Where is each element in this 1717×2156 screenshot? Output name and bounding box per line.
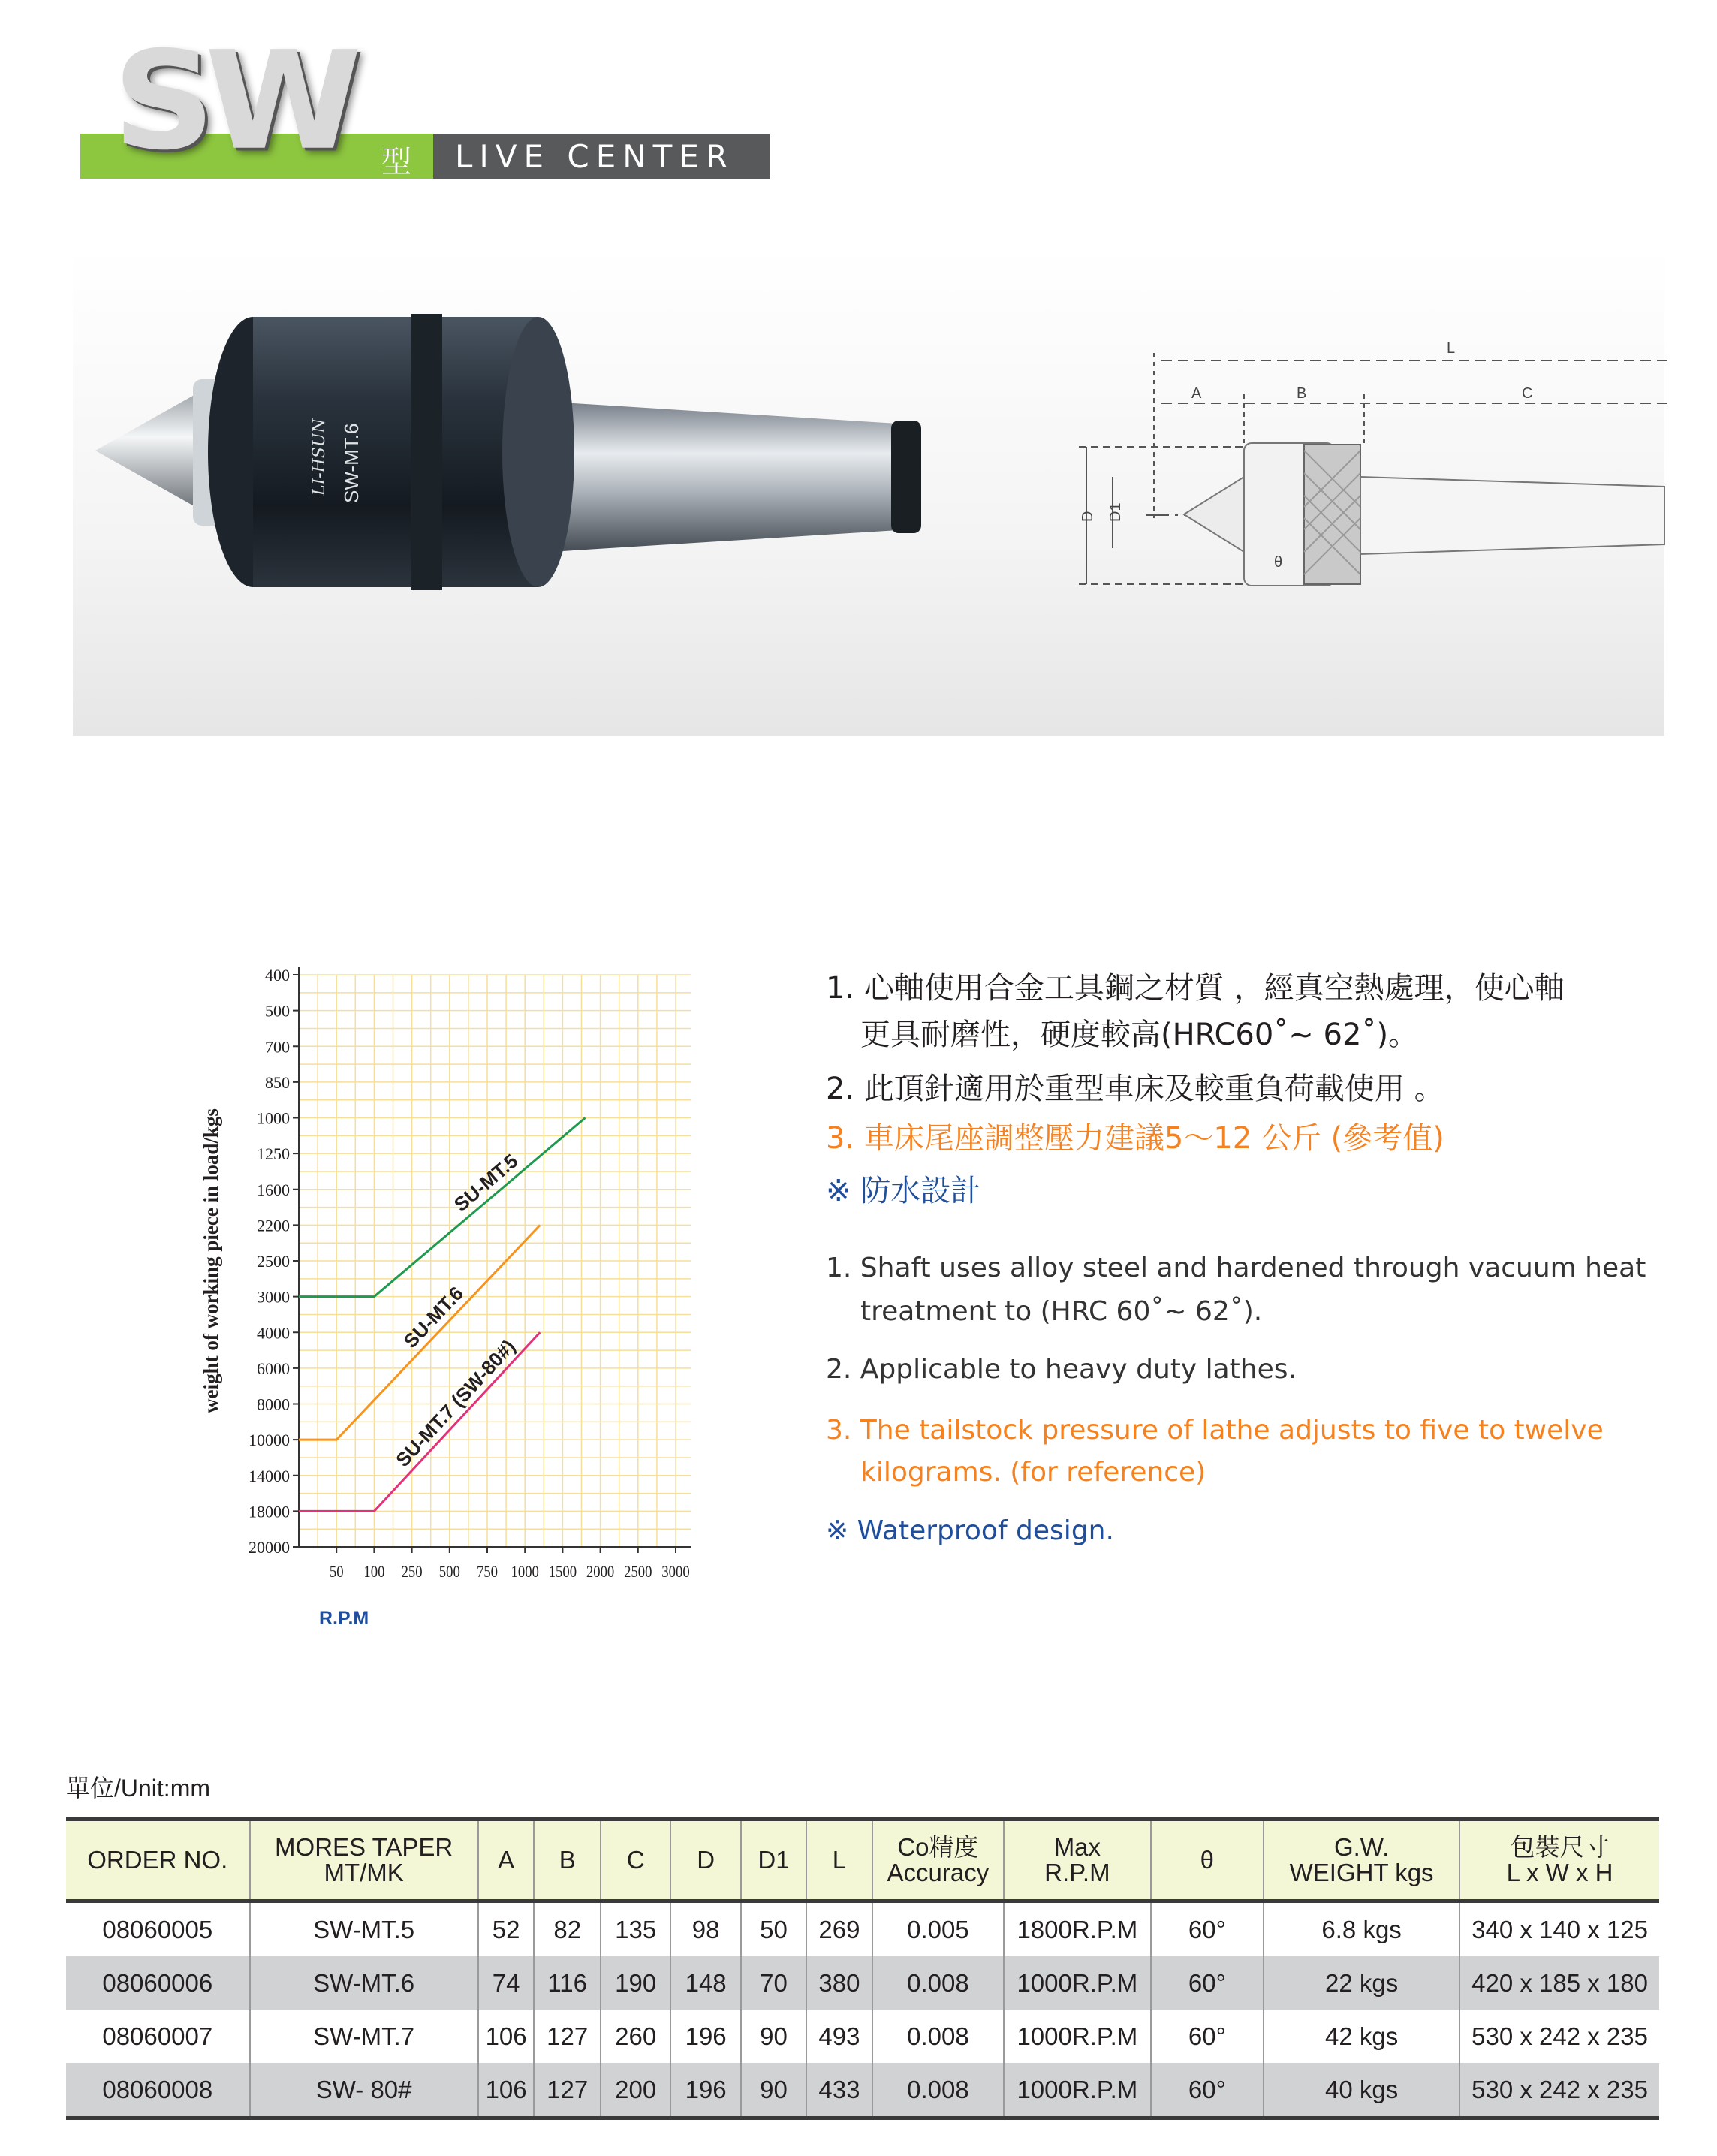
table-cell: 196 [670, 2063, 740, 2118]
x-tick-label: 3000 [661, 1563, 690, 1582]
column-header [250, 1820, 478, 1901]
table-cell: 106 [478, 2010, 535, 2063]
table-cell: 82 [534, 1901, 601, 1957]
table-cell: 98 [670, 1901, 740, 1957]
y-axis-title: weight of working piece in load/kgs [200, 1108, 222, 1413]
table-cell: 60° [1151, 1901, 1264, 1957]
x-tick-label: 1500 [548, 1563, 577, 1582]
column-header [601, 1820, 670, 1901]
dim-label-l: L [1447, 340, 1456, 357]
y-tick-label: 14000 [249, 1466, 290, 1485]
feature-line: kilograms. (for reference) [860, 1457, 1206, 1488]
table-row [66, 1956, 1659, 2010]
dimension-drawing [1071, 248, 1672, 623]
x-tick-label: 250 [401, 1563, 423, 1582]
table-cell: 106 [478, 2063, 535, 2118]
y-tick-label: 20000 [249, 1538, 290, 1557]
series-label: SU-MT.5 [449, 1149, 523, 1216]
x-tick-label: 50 [329, 1563, 344, 1582]
table-cell: 1800R.P.M [1004, 1901, 1150, 1957]
table-cell: 08060005 [102, 1915, 213, 1943]
table-cell: 52 [478, 1901, 535, 1957]
column-header [534, 1820, 601, 1901]
y-tick-label: 400 [265, 966, 290, 985]
dim-label-a: A [1191, 385, 1202, 402]
table-cell: 493 [806, 2010, 872, 2063]
table-cell: 40 kgs [1264, 2063, 1459, 2118]
table-row [66, 1901, 1659, 1957]
spec-table [66, 1817, 1659, 2120]
y-tick-label: 10000 [249, 1431, 290, 1450]
column-header-line: MT/MK [324, 1859, 404, 1886]
feature-line: ※ Waterproof design. [826, 1515, 1114, 1546]
column-header-line: D1 [758, 1846, 790, 1874]
unit-label: 單位/Unit:mm [66, 1775, 211, 1802]
chart-svg [188, 954, 713, 1645]
column-header [66, 1820, 250, 1901]
feature-line: 1. 心軸使用合金工具鋼之材質 ，經真空熱處理，使心軸 [826, 971, 1565, 1006]
feature-line: 3. 車床尾座調整壓力建議5～12 公斤 (參考值) [826, 1121, 1444, 1156]
y-tick-label: 1600 [257, 1180, 290, 1199]
table-cell: 50 [741, 1901, 806, 1957]
table-cell: 148 [670, 1956, 740, 2010]
dim-label-d1: D1 [1107, 502, 1124, 522]
feature-line: 3. The tailstock pressure of lathe adjusts to five to twelve [826, 1415, 1604, 1446]
column-header-line: ORDER NO. [87, 1846, 228, 1874]
table-cell: SW-MT.5 [250, 1901, 478, 1957]
column-header-line: A [498, 1846, 515, 1874]
column-header-line: L [832, 1846, 847, 1874]
x-tick-label: 1000 [511, 1563, 539, 1582]
series-label: SU-MT.6 [399, 1282, 468, 1353]
table-cell: SW-MT.6 [250, 1956, 478, 2010]
x-tick-label: 750 [476, 1563, 499, 1582]
table-cell: 60° [1151, 2063, 1264, 2118]
column-header [1151, 1820, 1264, 1901]
live-center-photo [73, 248, 974, 736]
y-tick-label: 8000 [257, 1395, 290, 1414]
feature-line: treatment to (HRC 60˚~ 62˚). [860, 1296, 1263, 1327]
table-cell: 260 [601, 2010, 670, 2063]
table-cell: 0.008 [872, 1956, 1004, 2010]
table-cell: 1000R.P.M [1004, 2063, 1150, 2118]
column-header-line: Co精度 [897, 1833, 979, 1861]
column-header [806, 1820, 872, 1901]
table-cell: SW-MT.7 [250, 2010, 478, 2063]
table-cell: 200 [601, 2063, 670, 2118]
table-cell: 420 x 185 x 180 [1459, 1956, 1659, 2010]
series-title: SW [113, 22, 352, 180]
column-header [670, 1820, 740, 1901]
table-cell: 42 kgs [1264, 2010, 1459, 2063]
table-cell: 0.008 [872, 2063, 1004, 2118]
table-cell: 127 [534, 2010, 601, 2063]
dim-label-b: B [1297, 385, 1307, 402]
column-header [478, 1820, 535, 1901]
table-cell: 1000R.P.M [1004, 1956, 1150, 2010]
table-cell: 22 kgs [1264, 1956, 1459, 2010]
table-cell: 70 [741, 1956, 806, 2010]
brand-mark: LI-HSUN [310, 418, 329, 496]
column-header [1004, 1820, 1150, 1901]
table-cell: 90 [741, 2010, 806, 2063]
table-row [66, 2063, 1659, 2118]
page-header [0, 0, 826, 195]
column-header-line: θ [1200, 1846, 1215, 1874]
x-axis-title: R.P.M [319, 1608, 369, 1629]
feature-line: ※ 防水設計 [826, 1174, 981, 1208]
table-cell: 190 [601, 1956, 670, 2010]
table-cell: 74 [478, 1956, 535, 2010]
y-tick-label: 2500 [257, 1252, 290, 1271]
table-cell: 08060007 [102, 2022, 213, 2050]
column-header-line: WEIGHT kgs [1289, 1859, 1434, 1886]
load-rpm-chart [188, 954, 713, 1645]
table-cell: 60° [1151, 1956, 1264, 2010]
column-header-line: R.P.M [1044, 1859, 1110, 1886]
product-name: LIVE CENTER [455, 138, 735, 175]
table-cell: 340 x 140 x 125 [1459, 1901, 1659, 1957]
product-panel [73, 248, 1664, 736]
table-cell: SW- 80# [250, 2063, 478, 2118]
type-char: 型 [381, 145, 411, 179]
table-cell: 08060008 [66, 2063, 250, 2118]
column-header-line: MORES TAPER [275, 1833, 453, 1861]
x-tick-label: 2500 [624, 1563, 652, 1582]
column-header-line: G.W. [1333, 1833, 1390, 1861]
table-cell: 269 [806, 1901, 872, 1957]
table-cell: 530 x 242 x 235 [1459, 2010, 1659, 2063]
x-tick-label: 500 [438, 1563, 460, 1582]
column-header [741, 1820, 806, 1901]
table-cell: 196 [670, 2010, 740, 2063]
dim-label-d: D [1080, 511, 1096, 522]
column-header-line: 包裝尺寸 [1510, 1833, 1610, 1861]
table-cell: 08060006 [66, 1956, 250, 2010]
column-header-line: Max [1053, 1833, 1101, 1861]
y-tick-label: 2200 [257, 1216, 290, 1235]
table-cell: 433 [806, 2063, 872, 2118]
column-header-line: B [559, 1846, 576, 1874]
column-header [872, 1820, 1004, 1901]
feature-line: 更具耐磨性，硬度較高(HRC60˚~ 62˚)。 [860, 1018, 1419, 1052]
feature-line: 1. Shaft uses alloy steel and hardened through vacuum heat [826, 1253, 1646, 1283]
table-cell: 116 [534, 1956, 601, 2010]
table-cell: 135 [601, 1901, 670, 1957]
table-cell: 0.005 [872, 1901, 1004, 1957]
model-engraving: SW-MT.6 [340, 423, 363, 503]
x-tick-label: 2000 [586, 1563, 615, 1582]
table-cell: 127 [534, 2063, 601, 2118]
y-tick-label: 4000 [257, 1323, 290, 1343]
feature-line: 2. Applicable to heavy duty lathes. [826, 1354, 1297, 1385]
table-cell: 1000R.P.M [1004, 2010, 1150, 2063]
table-cell: 90 [741, 2063, 806, 2118]
y-tick-label: 1250 [257, 1144, 290, 1164]
column-header-line: C [626, 1846, 645, 1874]
table-row [66, 2010, 1659, 2063]
series-label: SU-MT.7 (SW-80#) [391, 1334, 520, 1471]
y-tick-label: 700 [265, 1037, 290, 1057]
y-tick-label: 500 [265, 1001, 290, 1021]
column-header [1264, 1820, 1459, 1901]
y-tick-label: 850 [265, 1072, 290, 1092]
table-cell: 530 x 242 x 235 [1459, 2063, 1659, 2118]
y-tick-label: 1000 [257, 1108, 290, 1128]
y-tick-label: 6000 [257, 1358, 290, 1378]
y-tick-label: 3000 [257, 1287, 290, 1307]
dim-label-c: C [1522, 385, 1533, 402]
table-header-row [66, 1820, 1659, 1901]
dim-label-theta: θ [1274, 554, 1283, 571]
column-header-line: L x W x H [1506, 1859, 1613, 1886]
x-tick-label: 100 [363, 1563, 385, 1582]
y-tick-label: 18000 [249, 1502, 290, 1521]
table-cell: 6.8 kgs [1264, 1901, 1459, 1957]
column-header [1459, 1820, 1659, 1901]
feature-line: 2. 此頂針適用於重型車床及較重負荷載使用 。 [826, 1072, 1444, 1106]
column-header-line: Accuracy [887, 1859, 990, 1886]
table-cell: 0.008 [872, 2010, 1004, 2063]
table-cell: 380 [806, 1956, 872, 2010]
column-header-line: D [697, 1846, 715, 1874]
table-cell: 60° [1151, 2010, 1264, 2063]
